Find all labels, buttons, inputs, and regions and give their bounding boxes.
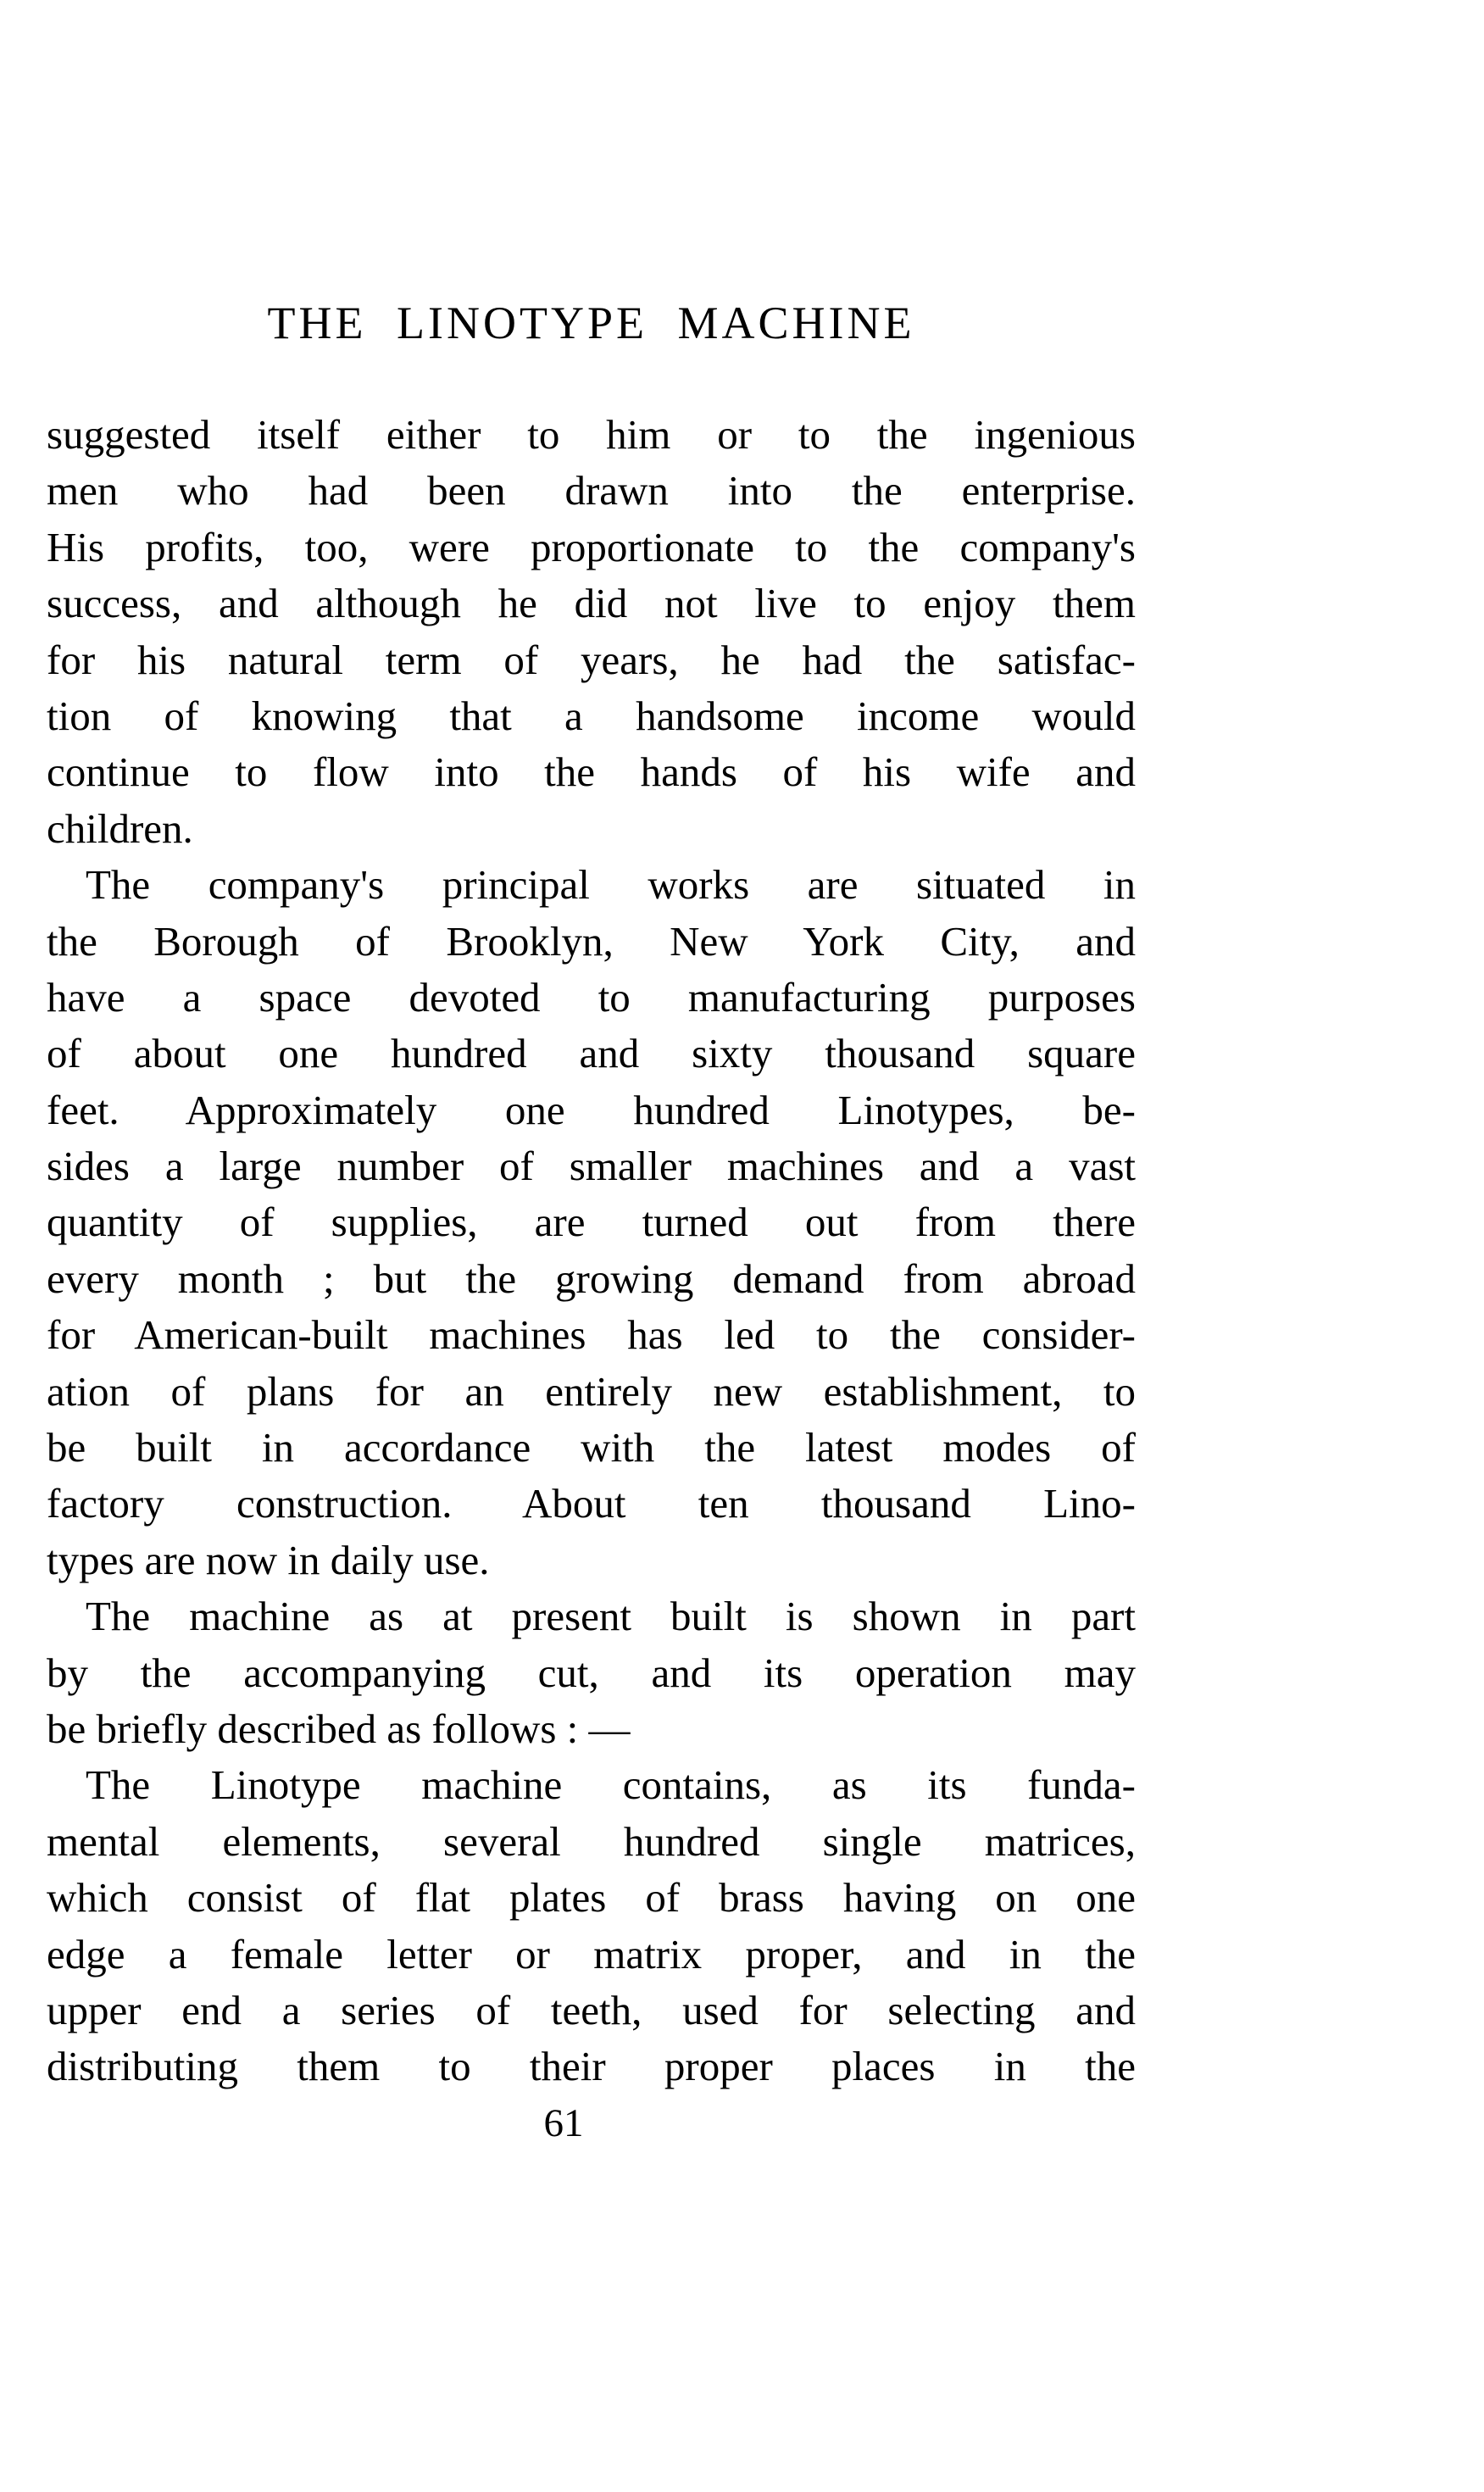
body-line: for his natural term of years, he had the satisfac- <box>47 636 1136 683</box>
page-number: 61 <box>543 2101 584 2145</box>
body-line: the Borough of Brooklyn, New York City, and <box>47 917 1136 965</box>
body-line: have a space devoted to manufacturing purposes <box>47 973 1136 1021</box>
body-line: edge a female letter or matrix proper, and in the <box>47 1930 1136 1977</box>
body-line: The machine as at present built is shown in part <box>86 1593 1136 1640</box>
body-line: continue to flow into the hands of his wife and <box>47 748 1136 796</box>
body-line: for American-built machines has led to the consider- <box>47 1311 1136 1359</box>
body-text-block <box>47 407 1136 2095</box>
body-line: of about one hundred and sixty thousand square <box>47 1030 1136 1077</box>
body-line: ation of plans for an entirely new establishment, to <box>47 1367 1136 1415</box>
body-line: be built in accordance with the latest modes of <box>47 1424 1136 1471</box>
body-line: upper end a series of teeth, used for selecting and <box>47 1986 1136 2033</box>
body-line: feet. Approximately one hundred Linotypes, be- <box>47 1086 1136 1133</box>
body-line: suggested itself either to him or to the ingenious <box>47 411 1136 458</box>
body-line: every month ; but the growing demand from abroad <box>47 1254 1136 1302</box>
body-line: men who had been drawn into the enterprise. <box>47 467 1136 515</box>
body-line: sides a large number of smaller machines and a vast <box>47 1143 1136 1190</box>
body-line: by the accompanying cut, and its operation may <box>47 1649 1136 1696</box>
body-line: quantity of supplies, are turned out from there <box>47 1199 1136 1246</box>
body-line: His profits, too, were proportionate to the company's <box>47 523 1136 570</box>
body-line: which consist of flat plates of brass having on one <box>47 1874 1136 1922</box>
body-line: tion of knowing that a handsome income would <box>47 692 1136 739</box>
body-line: children. <box>47 804 193 852</box>
body-line: distributing them to their proper places in the <box>47 2043 1136 2090</box>
body-line: be briefly described as follows : — <box>47 1705 631 1752</box>
page-title: THE LINOTYPE MACHINE <box>267 298 915 348</box>
body-line: The Linotype machine contains, as its funda- <box>86 1761 1136 1809</box>
body-line: types are now in daily use. <box>47 1536 490 1583</box>
body-line: factory construction. About ten thousand Lino- <box>47 1480 1136 1527</box>
body-line: mental elements, several hundred single matrices, <box>47 1817 1136 1865</box>
body-line: The company's principal works are situated in <box>86 861 1136 909</box>
body-line: success, and although he did not live to enjoy them <box>47 580 1136 627</box>
